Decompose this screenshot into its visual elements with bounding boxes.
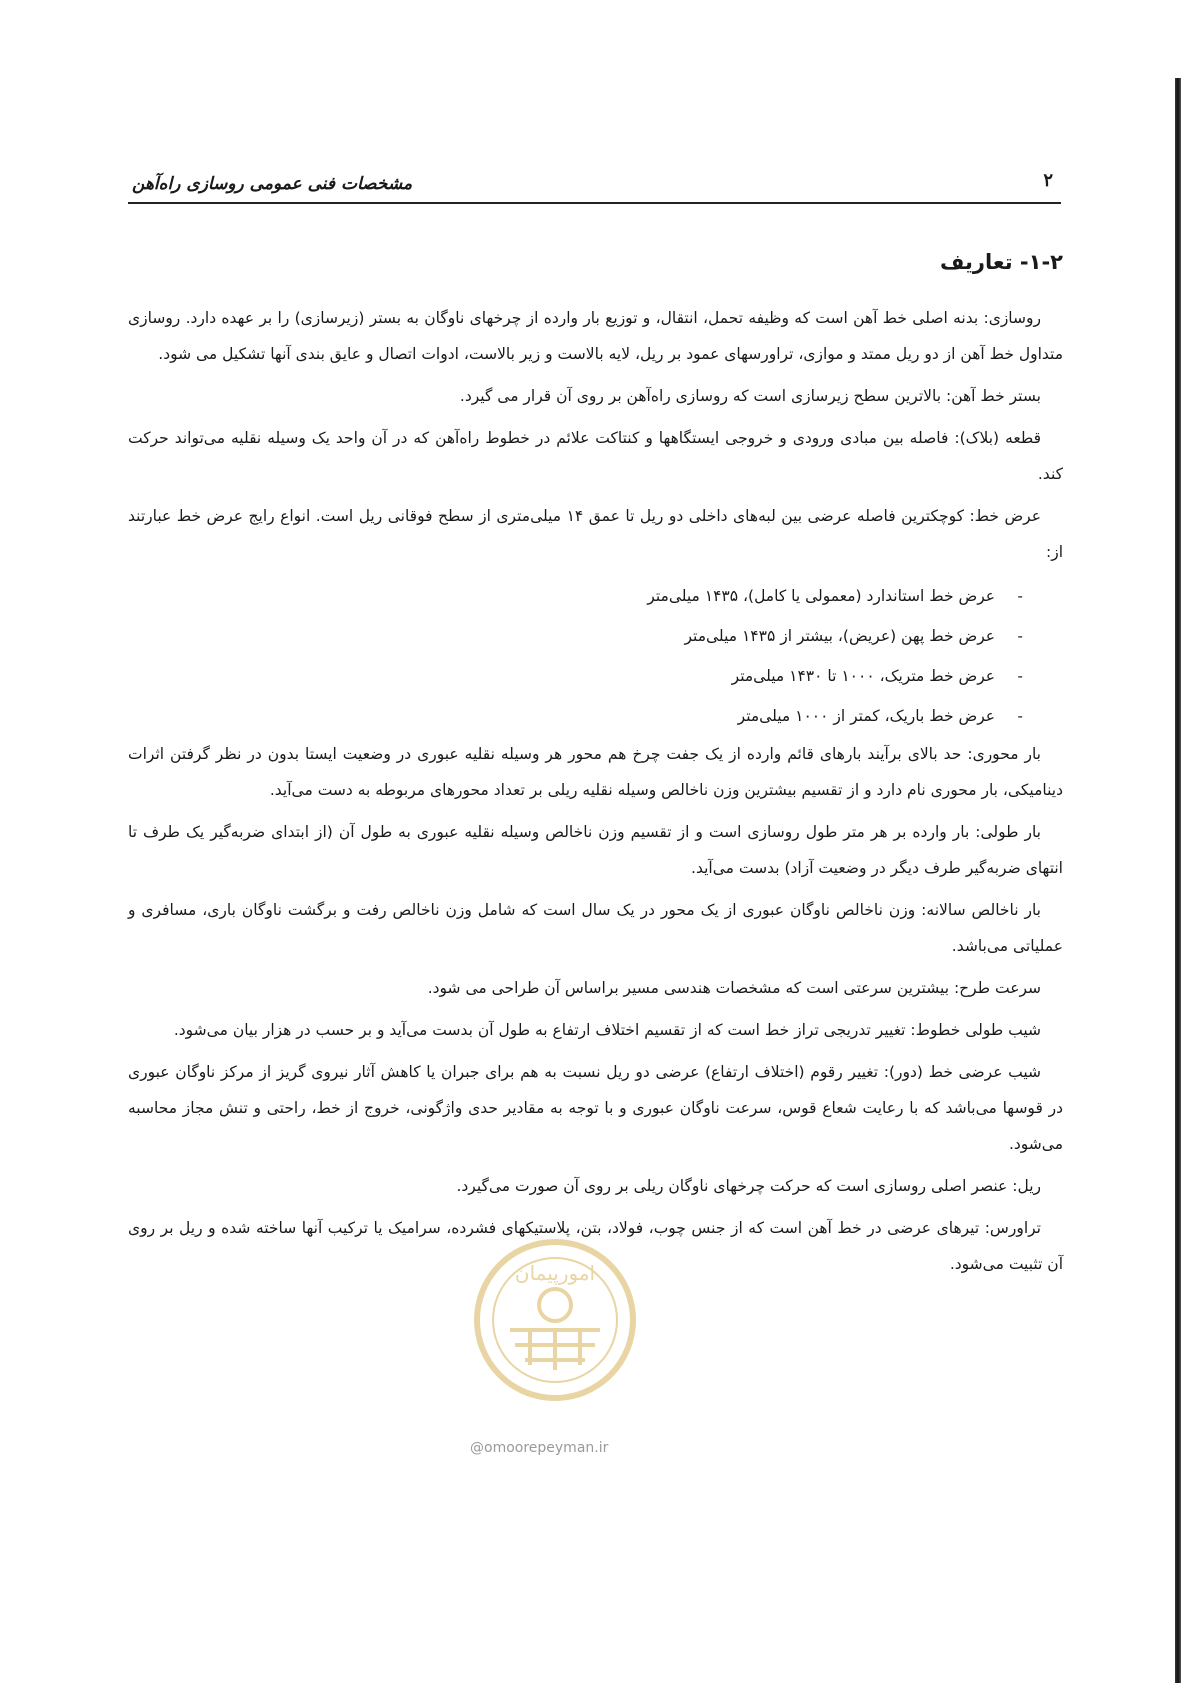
bullet-dash: - xyxy=(1017,667,1023,685)
definition-annual-gross-load: بار ناخالص سالانه: وزن ناخالص ناوگان عبوری از یک محور در یک سال است که شامل وزن ناخالص رفت و برگشت ناوگان باری، مسافری و عملیاتی می‌باشد. xyxy=(128,901,1063,955)
gauge-standard: عرض خط استاندارد (معمولی یا کامل)، ۱۴۳۵ میلی‌متر xyxy=(647,587,995,605)
definition-longitudinal-slope: شیب طولی خطوط: تغییر تدریجی تراز خط است که از تقسیم اختلاف ارتفاع به طول آن بدست می‌آید و بر حسب در هزار بیان می‌شود. xyxy=(173,1021,1041,1039)
gauge-metric: عرض خط متریک، ۱۰۰۰ تا ۱۴۳۰ میلی‌متر xyxy=(731,667,995,685)
watermark-url: @omoorepeyman.ir xyxy=(470,1440,609,1456)
section-heading: ۱-۲- تعاریف xyxy=(940,250,1063,274)
definition-cant: شیب عرضی خط (دور): تغییر رقوم (اختلاف ارتفاع) عرضی دو ریل نسبت به هم برای جبران یا کاهش آثار نیروی گریز از مرکز ناوگان عبوری در قوسها می‌باشد که با رعایت شعاع قوس، سرعت ناوگان عبوری و با توجه به مقادیر حدی واژگونی، خروج از خط، راحتی و تنش مجاز محاسبه می‌شود. xyxy=(128,1063,1063,1153)
definition-design-speed: سرعت طرح: بیشترین سرعتی است که مشخصات هندسی مسیر براساس آن طراحی می شود. xyxy=(427,979,1041,997)
watermark-seal xyxy=(470,1235,640,1405)
list-item xyxy=(128,616,1023,656)
list-item xyxy=(128,576,1023,616)
gauge-broad: عرض خط پهن (عریض)، بیشتر از ۱۴۳۵ میلی‌متر xyxy=(684,627,995,645)
page-header xyxy=(128,172,1061,204)
definition-axle-load: بار محوری: حد بالای برآیند بارهای قائم وارده از یک جفت چرخ هم محور هر وسیله نقلیه عبوری در وضعیت ایستا بدون در نظر گرفتن اثرات دینامیکی، بار محوری نام دارد و از تقسیم بیشترین وزن ناخالص وسیله نقلیه ریلی بر تعداد محورهای مربوطه به دست می‌آید. xyxy=(128,745,1063,799)
definition-linear-load: بار طولی: بار وارده بر هر متر طول روسازی است و از تقسیم وزن ناخالص وسیله نقلیه عبوری به طول آن (از ابتدای ضربه‌گیر یک طرف تا انتهای ضربه‌گیر طرف دیگر در وضعیت آزاد) بدست می‌آید. xyxy=(128,823,1063,877)
list-item xyxy=(128,696,1023,736)
definition-block: قطعه (بلاک): فاصله بین مبادی ورودی و خروجی ایستگاهها و کنتاکت علائم در خطوط راه‌آهن که در آن واحد یک وسیله نقلیه می‌تواند حرکت کند. xyxy=(128,429,1063,483)
bullet-dash: - xyxy=(1017,707,1023,725)
definition-rail: ریل: عنصر اصلی روسازی است که حرکت چرخهای ناوگان ریلی بر روی آن صورت می‌گیرد. xyxy=(456,1177,1041,1195)
page-number: ۲ xyxy=(1043,170,1053,191)
definition-track-bed: بستر خط آهن: بالاترین سطح زیرسازی است که روسازی راه‌آهن بر روی آن قرار می گیرد. xyxy=(459,387,1041,405)
page-edge-scan-bar xyxy=(1175,78,1181,1683)
document-body xyxy=(128,300,1063,1288)
bullet-dash: - xyxy=(1017,587,1023,605)
gauge-types-list xyxy=(128,576,1063,736)
header-title: مشخصات فنی عمومی روسازی راه‌آهن xyxy=(132,174,413,194)
list-item xyxy=(128,656,1023,696)
definition-road-surface: روسازی: بدنه اصلی خط آهن است که وظیفه تحمل، انتقال، و توزیع بار وارده از چرخهای ناوگان به بستر (زیرسازی) را بر عهده دارد. روسازی متداول خط آهن از دو ریل ممتد و موازی، تراورسهای عمود بر ریل، لایه بالاست و زیر بالاست، ادوات اتصال و عایق بندی آنها تشکیل می شود. xyxy=(128,309,1063,363)
definition-gauge: عرض خط: کوچکترین فاصله عرضی بین لبه‌های داخلی دو ریل تا عمق ۱۴ میلی‌متری از سطح فوقانی ریل است. انواع رایج عرض خط عبارتند از: xyxy=(128,507,1063,561)
definition-sleeper: تراورس: تیرهای عرضی در خط آهن است که از جنس چوب، فولاد، بتن، پلاستیکهای فشرده، سرامیک یا ترکیب آنها ساخته شده و ریل بر روی آن تثبیت می‌شود. xyxy=(128,1219,1063,1273)
gauge-narrow: عرض خط باریک، کمتر از ۱۰۰۰ میلی‌متر xyxy=(737,707,995,725)
bullet-dash: - xyxy=(1017,627,1023,645)
watermark-text: امورپیمان xyxy=(514,1261,596,1285)
